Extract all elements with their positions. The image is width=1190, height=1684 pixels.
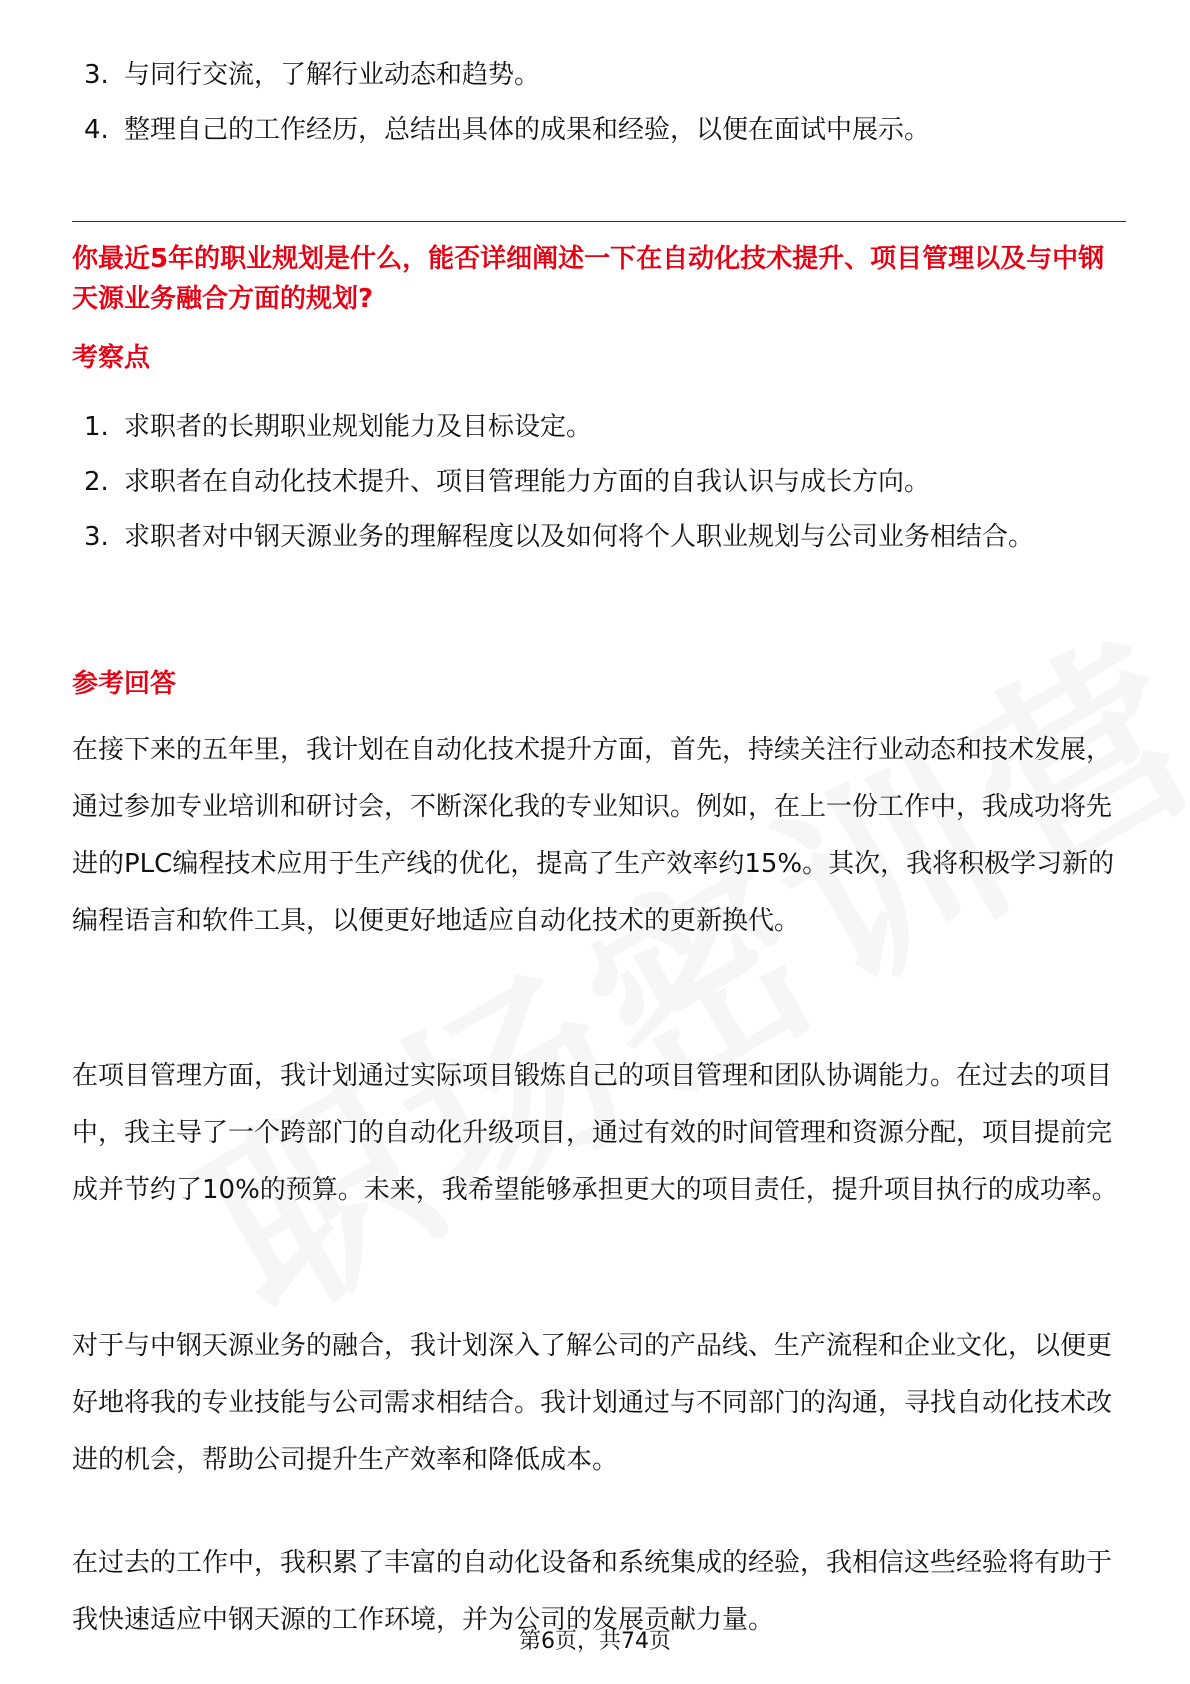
list-text: 求职者在自动化技术提升、项目管理能力方面的自我认识与成长方向。 <box>124 467 931 497</box>
answer-paragraph: 在接下来的五年里，我计划在自动化技术提升方面，首先，持续关注行业动态和技术发展，通过参加专业培训和研讨会，不断深化我的专业知识。例如，在上一份工作中，我成功将先进的PLC编程技术应用于生产线的优化，提高了生产效率约15%。其次，我将积极学习新的编程语言和软件工具，以便更好地适应自动化技术的更新换代。 <box>72 735 1115 936</box>
answer-paragraph: 对于与中钢天源业务的融合，我计划深入了解公司的产品线、生产流程和企业文化，以便更好地将我的专业技能与公司需求相结合。我计划通过与不同部门的沟通，寻找自动化技术改进的机会，帮助公司提升生产效率和降低成本。 <box>72 1331 1113 1475</box>
list-number: 1. <box>84 412 109 442</box>
interview-question: 你最近5年的职业规划是什么，能否详细阐述一下在自动化技术提升、项目管理以及与中钢天源业务融合方面的规划? <box>72 244 1105 314</box>
list-text: 求职者的长期职业规划能力及目标设定。 <box>124 412 593 442</box>
list-number: 2. <box>84 467 109 497</box>
list-number: 3. <box>84 60 109 90</box>
list-number: 4. <box>84 115 109 145</box>
answer-paragraph: 在过去的工作中，我积累了丰富的自动化设备和系统集成的经验，我相信这些经验将有助于我快速适应中钢天源的工作环境，并为公司的发展贡献力量。 <box>72 1548 1113 1635</box>
page-number: 第6页，共74页 <box>519 1629 671 1654</box>
list-text: 整理自己的工作经历，总结出具体的成果和经验，以便在面试中展示。 <box>124 115 931 145</box>
list-number: 3. <box>84 522 109 552</box>
list-text: 求职者对中钢天源业务的理解程度以及如何将个人职业规划与公司业务相结合。 <box>124 522 1035 552</box>
focus-heading: 考察点 <box>72 343 151 373</box>
answer-paragraph: 在项目管理方面，我计划通过实际项目锻炼自己的项目管理和团队协调能力。在过去的项目中，我主导了一个跨部门的自动化升级项目，通过有效的时间管理和资源分配，项目提前完成并节约了10%的预算。未来，我希望能够承担更大的项目责任，提升项目执行的成功率。 <box>72 1061 1118 1205</box>
list-text: 与同行交流，了解行业动态和趋势。 <box>124 60 541 90</box>
section-divider <box>72 221 1126 222</box>
answer-heading: 参考回答 <box>72 669 177 699</box>
